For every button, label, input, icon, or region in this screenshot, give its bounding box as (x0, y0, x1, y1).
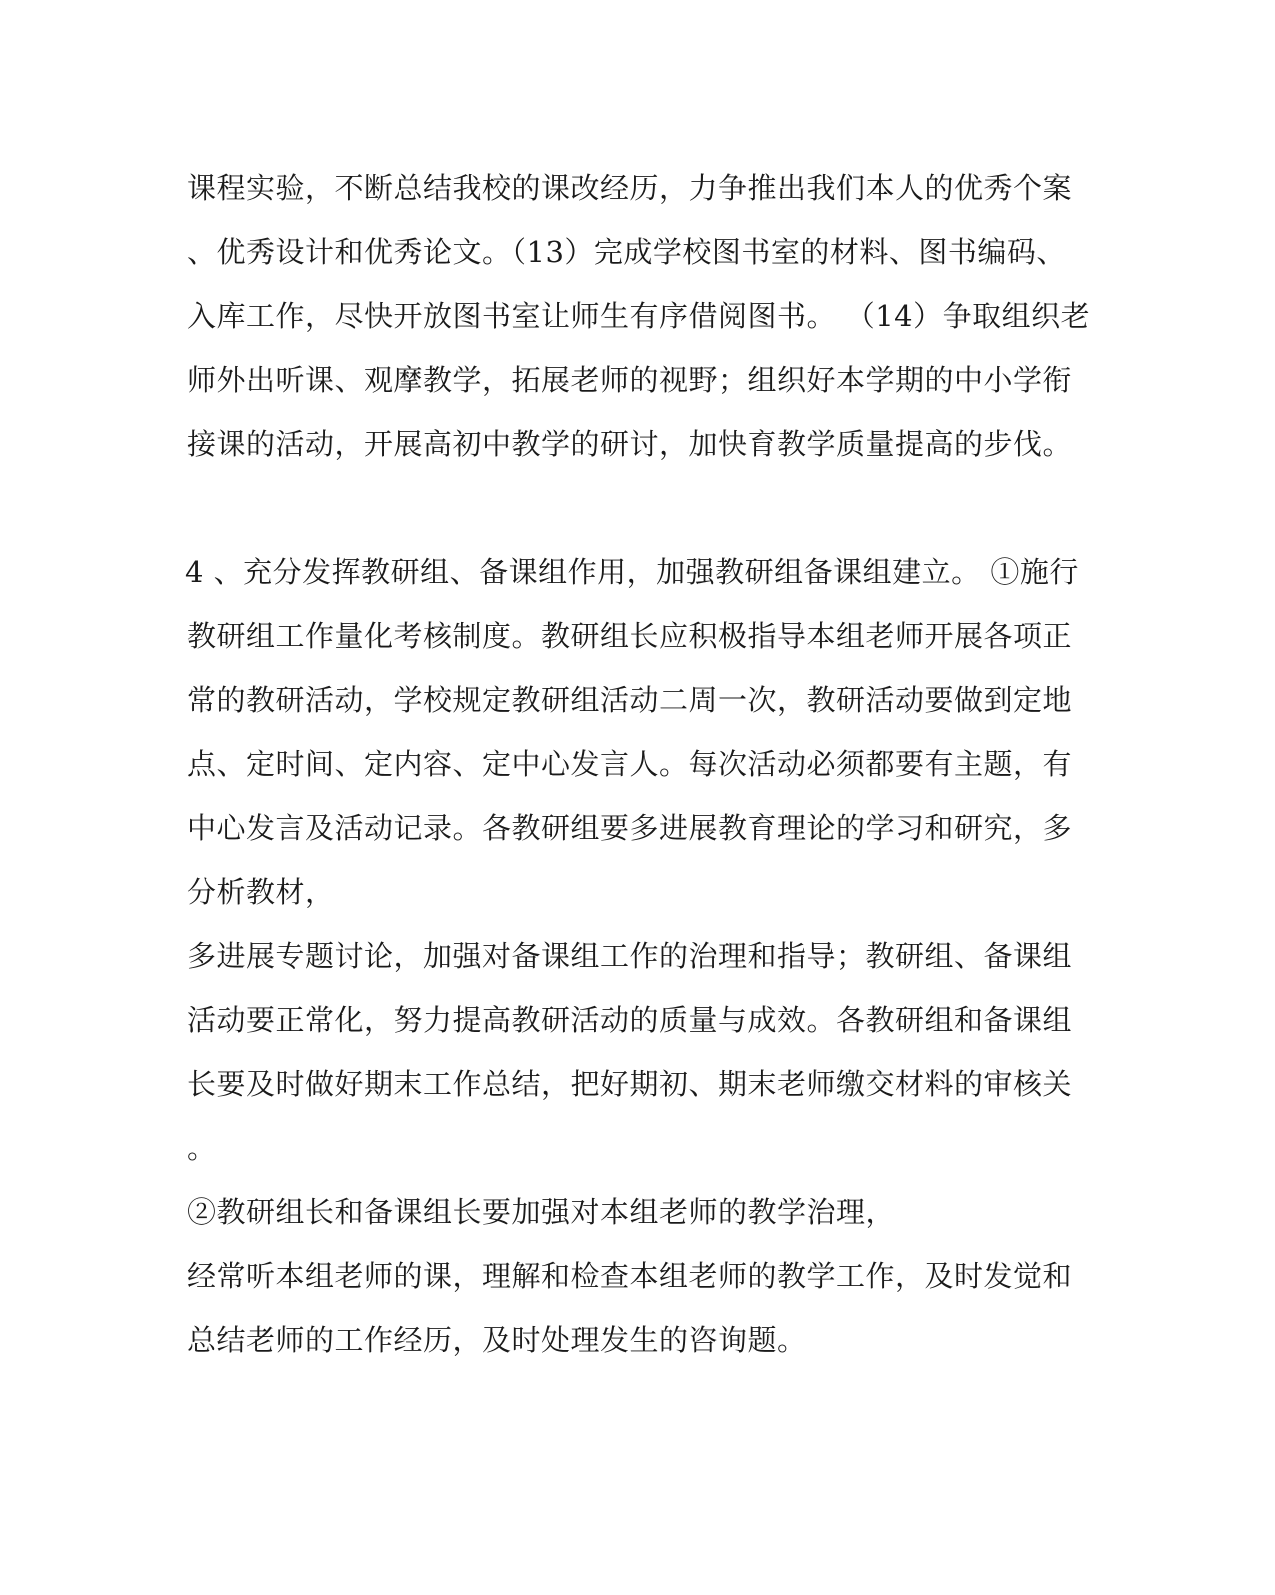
text-line: 常的教研活动，学校规定教研组活动二周一次，教研活动要做到定地 (187, 683, 1073, 717)
text-line: 教研组工作量化考核制度。教研组长应积极指导本组老师开展各项正 (187, 619, 1073, 653)
text-line: 、优秀设计和优秀论文。（13）完成学校图书室的材料、图书编码、 (187, 235, 1066, 269)
text-line: 多进展专题讨论，加强对备课组工作的治理和指导；教研组、备课组 (187, 939, 1073, 973)
text-line: 4 、充分发挥教研组、备课组作用，加强教研组备课组建立。 ①施行 (185, 555, 1079, 589)
text-line: 经常听本组老师的课，理解和检查本组老师的教学工作，及时发觉和 (187, 1259, 1073, 1293)
text-line: 入库工作，尽快开放图书室让师生有序借阅图书。 （14）争取组织老 (187, 299, 1091, 333)
text-line: 长要及时做好期末工作总结，把好期初、期末老师缴交材料的审核关 (187, 1067, 1073, 1101)
text-line: 点、定时间、定内容、定中心发言人。每次活动必须都要有主题，有 (187, 747, 1073, 781)
text-line: 中心发言及活动记录。各教研组要多进展教育理论的学习和研究，多 (187, 811, 1073, 845)
text-line: ②教研组长和备课组长要加强对本组老师的教学治理， (187, 1195, 896, 1229)
text-line: 课程实验，不断总结我校的课改经历，力争推出我们本人的优秀个案 (187, 171, 1073, 205)
text-line: 接课的活动，开展高初中教学的研讨，加快育教学质量提高的步伐。 (187, 427, 1073, 461)
text-line: 。 (187, 1131, 217, 1165)
text-line: 师外出听课、观摩教学，拓展老师的视野；组织好本学期的中小学衔 (187, 363, 1073, 397)
text-line: 分析教材， (187, 875, 335, 909)
text-line: 总结老师的工作经历，及时处理发生的咨询题。 (187, 1323, 807, 1357)
text-line: 活动要正常化，努力提高教研活动的质量与成效。各教研组和备课组 (187, 1003, 1073, 1037)
